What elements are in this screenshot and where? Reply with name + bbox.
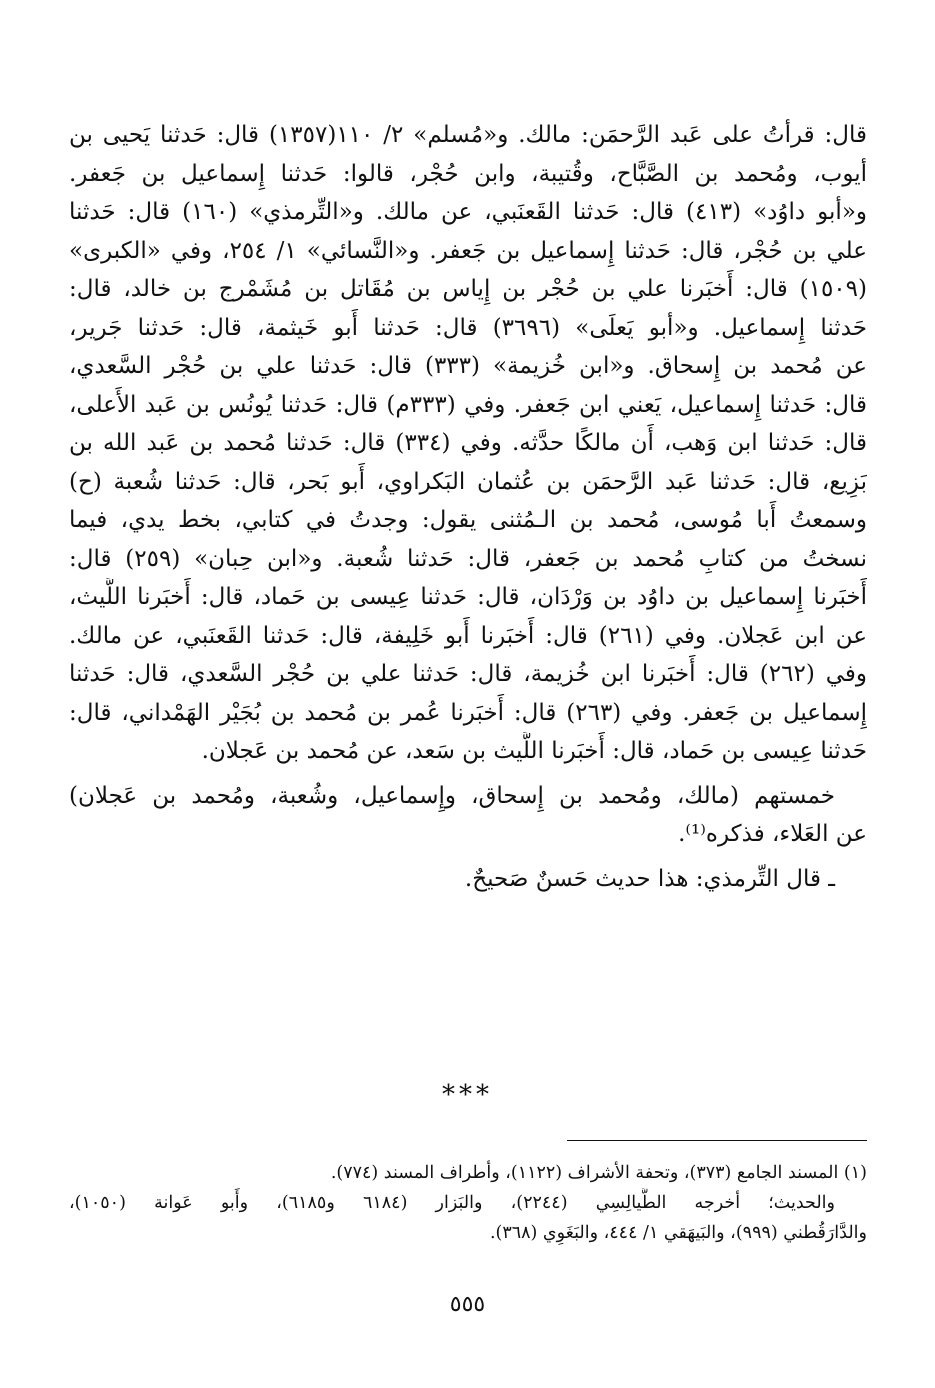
- body-line: قال: قرأتُ على عَبد الرَّحمَن: مالك. و«مُسلم» ٢/ ١١٠(١٣٥٧) قال: حَدثنا يَحيى بن: [69, 122, 867, 148]
- body-line: عن ابن عَجلان. وفي (٢٦١) قال: أَخبَرنا أَبو خَلِيفة، قال: حَدثنا القَعنَبي، عن مالك.: [69, 622, 867, 649]
- tirmidhi-verdict: ـ قال التِّرمذي: هذا حديث حَسنٌ صَحيحٌ.: [464, 865, 835, 892]
- body-line: نسختُ من كتابِ مُحمد بن جَعفر، قال: حَدثنا شُعبة. و«ابن حِبان» (٢٥٩) قال:: [69, 545, 867, 572]
- footnotes: [69, 1158, 867, 1248]
- footnote-rule: [567, 1140, 867, 1141]
- body-line: و«أبو داوُد» (٤١٣) قال: حَدثنا القَعنَبي، عن مالك. و«التِّرمذي» (١٦٠) قال: حَدثنا: [69, 199, 867, 225]
- body-line: حَدثنا عِيسى بن حَماد، قال: أَخبَرنا اللَّيث بن سَعد، عن مُحمد بن عَجلان.: [201, 738, 867, 764]
- body-line: وفي (٢٦٢) قال: أَخبَرنا ابن خُزيمة، قال: حَدثنا علي بن حُجْر السَّعدي، قال: حَدثنا: [69, 661, 867, 687]
- summary-line: خمستهم (مالك، ومُحمد بن إِسحاق، وإِسماعيل، وشُعبة، ومُحمد بن عَجلان): [69, 782, 835, 809]
- summary-line: عن العَلاء، فذكره⁽¹⁾.: [678, 821, 867, 847]
- page-number: ٥٥٥: [449, 1292, 486, 1317]
- body-line: (١٥٠٩) قال: أَخبَرنا علي بن حُجْر بن إِياس بن مُقَاتل بن مُشَمْرج بن خالد، قال:: [69, 276, 867, 302]
- body-line: حَدثنا إِسماعيل. و«أبو يَعلَى» (٣٦٩٦) قال: حَدثنا أَبو خَيثمة، قال: حَدثنا جَرير،: [69, 314, 867, 341]
- body-line: علي بن حُجْر، قال: حَدثنا إِسماعيل بن جَعفر. و«النَّسائي» ١/ ٢٥٤، وفي «الكبرى»: [69, 237, 867, 264]
- footnote-line: والدَّارَقُطني (٩٩٩)، والبَيهَقي ١/ ٤٤٤، والبَغَوِي (٣٦٨).: [489, 1223, 867, 1243]
- body-line: قال: حَدثنا إِسماعيل، يَعني ابن جَعفر. وفي (٣٣٣م) قال: حَدثنا يُونُس بن عَبد الأَعلى،: [69, 391, 867, 418]
- body-line: قال: حَدثنا ابن وَهب، أَن مالكًا حدَّثه. وفي (٣٣٤) قال: حَدثنا مُحمد بن عَبد الله بن: [69, 430, 867, 456]
- body-line: إِسماعيل بن جَعفر. وفي (٢٦٣) قال: أَخبَرنا عُمر بن مُحمد بن بُجَيْر الهَمْداني، قال:: [69, 699, 867, 726]
- body-line: أَخبَرنا إِسماعيل بن داوُد بن وَرْدَان، قال: حَدثنا عِيسى بن حَماد، قال: أَخبَرنا اللَّيث،: [69, 584, 867, 610]
- section-separator: ***: [442, 1080, 493, 1110]
- footnote-line: (١) المسند الجامع (٣٧٣)، وتحفة الأشراف (١١٢٢)، وأطراف المسند (٧٧٤).: [330, 1163, 867, 1183]
- body-line: عن مُحمد بن إِسحاق. و«ابن خُزيمة» (٣٣٣) قال: حَدثنا علي بن حُجْر السَّعدي،: [69, 353, 867, 379]
- body-line: أيوب، ومُحمد بن الصَّبَّاح، وقُتيبة، وابن حُجْر، قالوا: حَدثنا إِسماعيل بن جَعفر.: [69, 160, 867, 187]
- body-line: بَزِيع، قال: حَدثنا عَبد الرَّحمَن بن عُثمان البَكراوي، أَبو بَحر، قال: حَدثنا شُعبة (ح): [69, 468, 867, 495]
- body-line: وسمعتُ أَبا مُوسى، مُحمد بن الـمُثنى يقول: وجدتُ في كتابي، بخط يدي، فيما: [69, 507, 867, 533]
- footnote-line: والحديث؛ أخرجه الطَّيالِسِي (٢٢٤٤)، والبَزار (٦١٨٤ و٦١٨٥)، وأَبو عَوانة (١٠٥٠)،: [69, 1193, 835, 1213]
- main-text: [69, 116, 867, 898]
